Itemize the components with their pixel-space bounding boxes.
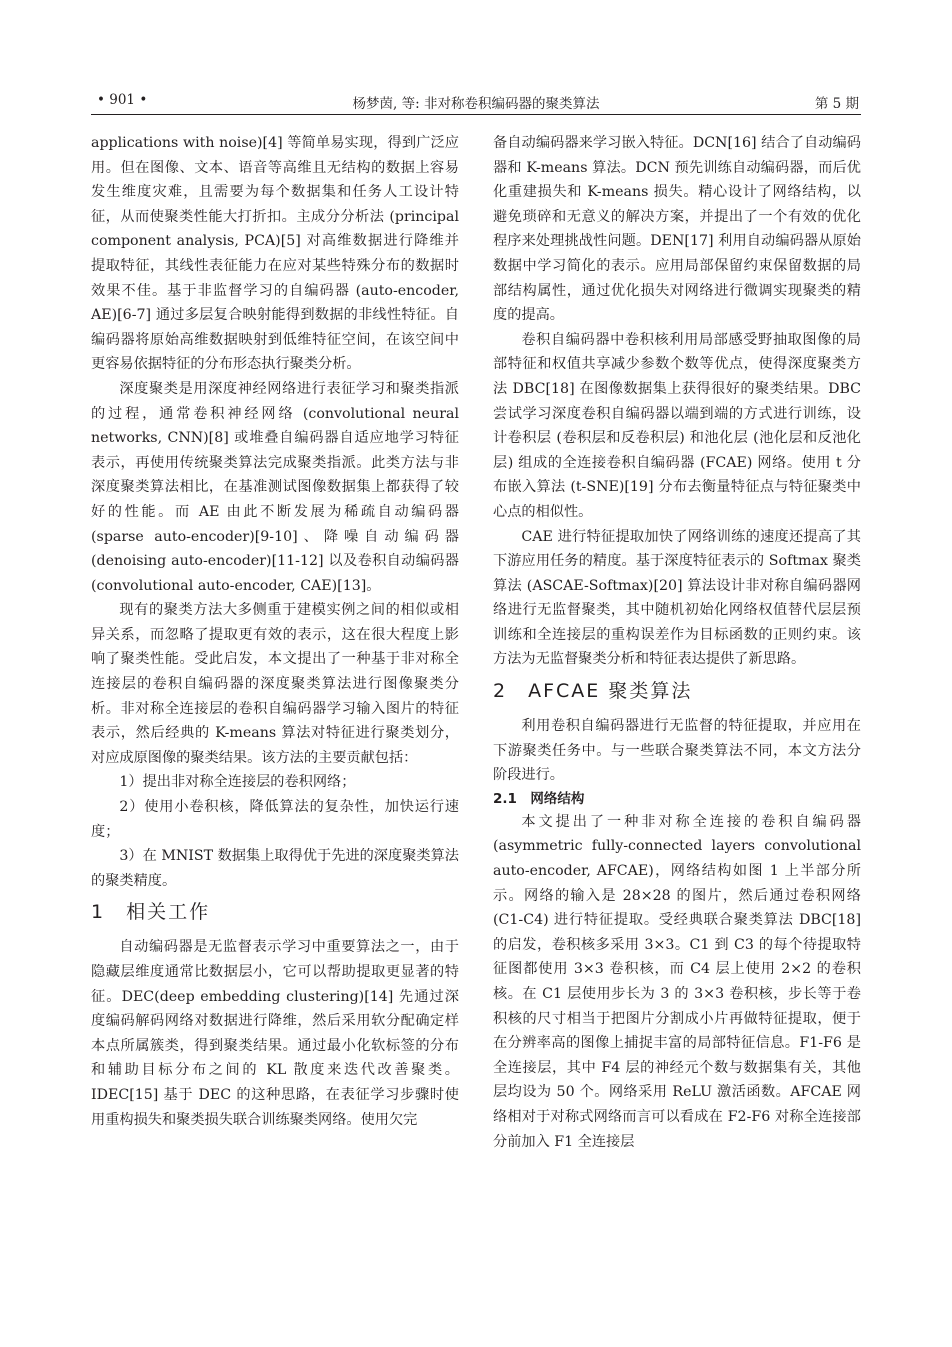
- section-heading-afcae: 2 AFCAE 聚类算法: [493, 680, 693, 703]
- issue-number: 第 5 期: [814, 96, 859, 112]
- contribution-item-1: 1）提出非对称全连接层的卷积网络；: [119, 774, 356, 791]
- running-header: [91, 88, 861, 115]
- paragraph-deep-clustering: 深度聚类是用深度神经网络进行表征学习和聚类指派的过程，通常卷积神经网络 (convolutional neural networks, CNN)[8] 或堆叠自编码器自适应地学习特征表示，再使用传统聚类算法完成聚类指派。此类方法与非深度聚类算法相比，在基准测试图像数据集上都获得了较好的性能。而 AE 由此不断发展为稀疏自动编码器 (sparse auto-encoder)[9-10]、降噪自动编码器 (denoising auto-encoder)[11-12] 以及卷积自动编码器 (convolutional auto-encoder, CAE)[13]。: [91, 380, 459, 594]
- right-column: [493, 131, 861, 1154]
- paragraph-intro-continued: applications with noise)[4] 等简单易实现，得到广泛应用。但在图像、文本、语音等高维且无结构的数据上容易发生维度灾难，且需要为每个数据集和任务人工设计特征，从而使聚类性能大打折扣。主成分分析法 (principal component analysis, PCA)[5] 对高维数据进行降维并提取特征，其线性表征能力在应对某些特殊分布的数据时效果不佳。基于非监督学习的自编码器 (auto-encoder, AE)[6-7] 通过多层复合映射能得到数据的非线性特征。自编码器将原始高维数据映射到低维特征空间，在该空间中更容易依据特征的分布形态执行聚类分析。: [91, 135, 459, 373]
- running-title: 杨梦茵, 等: 非对称卷积编码器的聚类算法: [352, 96, 600, 112]
- contribution-item-2: 2）使用小卷积核，降低算法的复杂性，加快运行速度；: [91, 799, 459, 840]
- subsection-heading-network: 2.1 网络结构: [493, 790, 585, 807]
- paragraph-cae: 卷积自编码器中卷积核利用局部感受野抽取图像的局部特征和权值共享减少参数个数等优点，使得深度聚类方法 DBC[18] 在图像数据集上获得很好的聚类结果。DBC 尝试学习深度卷积自编码器以端到端的方式进行训练，设计卷积层 (卷积层和反卷积层) 和池化层 (池化层和反池化层) 组成的全连接卷积自编码器 (FCAE) 网络。使用 t 分布嵌入算法 (t-SNE)[19] 分布去衡量特征点与特征聚类中心点的相似性。: [493, 331, 861, 520]
- left-column: [91, 131, 459, 1132]
- paragraph-related-work-continued: 备自动编码器来学习嵌入特征。DCN[16] 结合了自动编码器和 K-means 算法。DCN 预先训练自动编码器，而后优化重建损失和 K-means 损失。精心设计了网络结构，以避免琐碎和无意义的解决方案，并提出了一个有效的优化程序来处理挑战性问题。DEN[17] 利用自动编码器从原始数据中学习简化的表示。应用局部保留约束保留数据的局部结构属性，通过优化损失对网络进行微调实现聚类的精度的提高。: [493, 135, 861, 324]
- contribution-item-3: 3）在 MNIST 数据集上取得优于先进的深度聚类算法的聚类精度。: [91, 848, 459, 889]
- section-heading-related-work: 1 相关工作: [91, 901, 211, 924]
- paragraph-network-structure: 本文提出了一种非对称全连接的卷积自编码器 (asymmetric fully-connected layers convolutional auto-encoder, AFCAE)，网络结构如图 1 上半部分所示。网络的输入是 28×28 的图片，然后通过卷积网络 (C1-C4) 进行特征提取。受经典联合聚类算法 DBC[18] 的启发，卷积核多采用 3×3。C1 到 C3 的每个待提取特征图都使用 3×3 卷积核，而 C4 层上使用 2×2 的卷积核。在 C1 层使用步长为 3 的 3×3 卷积核，步长等于卷积核的尺寸相当于把图片分割成小片再做特征提取，便于在分辨率高的图像上捕捉丰富的局部特征信息。F1-F6 是全连接层，其中 F4 层的神经元个数与数据集有关，其他层均设为 50 个。网络采用 ReLU 激活函数。AFCAE 网络相对于对称式网络而言可以看成在 F2-F6 对称全连接部分前加入 F1 全连接层: [493, 813, 861, 1150]
- paragraph-method-overview: 利用卷积自编码器进行无监督的特征提取，并应用在下游聚类任务中。与一些联合聚类算法不同，本文方法分阶段进行。: [493, 718, 861, 784]
- page-number: • 901 •: [97, 92, 148, 108]
- paragraph-related-work: 自动编码器是无监督表示学习中重要算法之一，由于隐藏层维度通常比数据层小，它可以帮助提取更显著的特征。DEC(deep embedding clustering)[14] 先通过深度编码解码网络对数据进行降维，然后采用软分配确定样本点所属簇类，得到聚类结果。通过最小化软标签的分布和辅助目标分布之间的 KL 散度来迭代改善聚类。IDEC[15] 基于 DEC 的这种思路，在表征学习步骤时使用重构损失和聚类损失联合训练聚类网络。使用欠完: [91, 939, 459, 1128]
- paragraph-motivation: 现有的聚类方法大多侧重于建模实例之间的相似或相异关系，而忽略了提取更有效的表示，这在很大程度上影响了聚类性能。受此启发，本文提出了一种基于非对称全连接层的卷积自编码器的深度聚类算法进行图像聚类分析。非对称全连接层的卷积自编码器学习输入图片的特征表示，然后经典的 K-means 算法对特征进行聚类划分，对应成原图像的聚类结果。该方法的主要贡献包括：: [91, 602, 459, 766]
- paragraph-cae-softmax: CAE 进行特征提取加快了网络训练的速度还提高了其下游应用任务的精度。基于深度特征表示的 Softmax 聚类算法 (ASCAE-Softmax)[20] 算法设计非对称自编码器网络进行无监督聚类，其中随机初始化网络权值替代层层预训练和全连接层的重构误差作为目标函数的正则约束。该方法为无监督聚类分析和特征表达提供了新思路。: [493, 528, 861, 668]
